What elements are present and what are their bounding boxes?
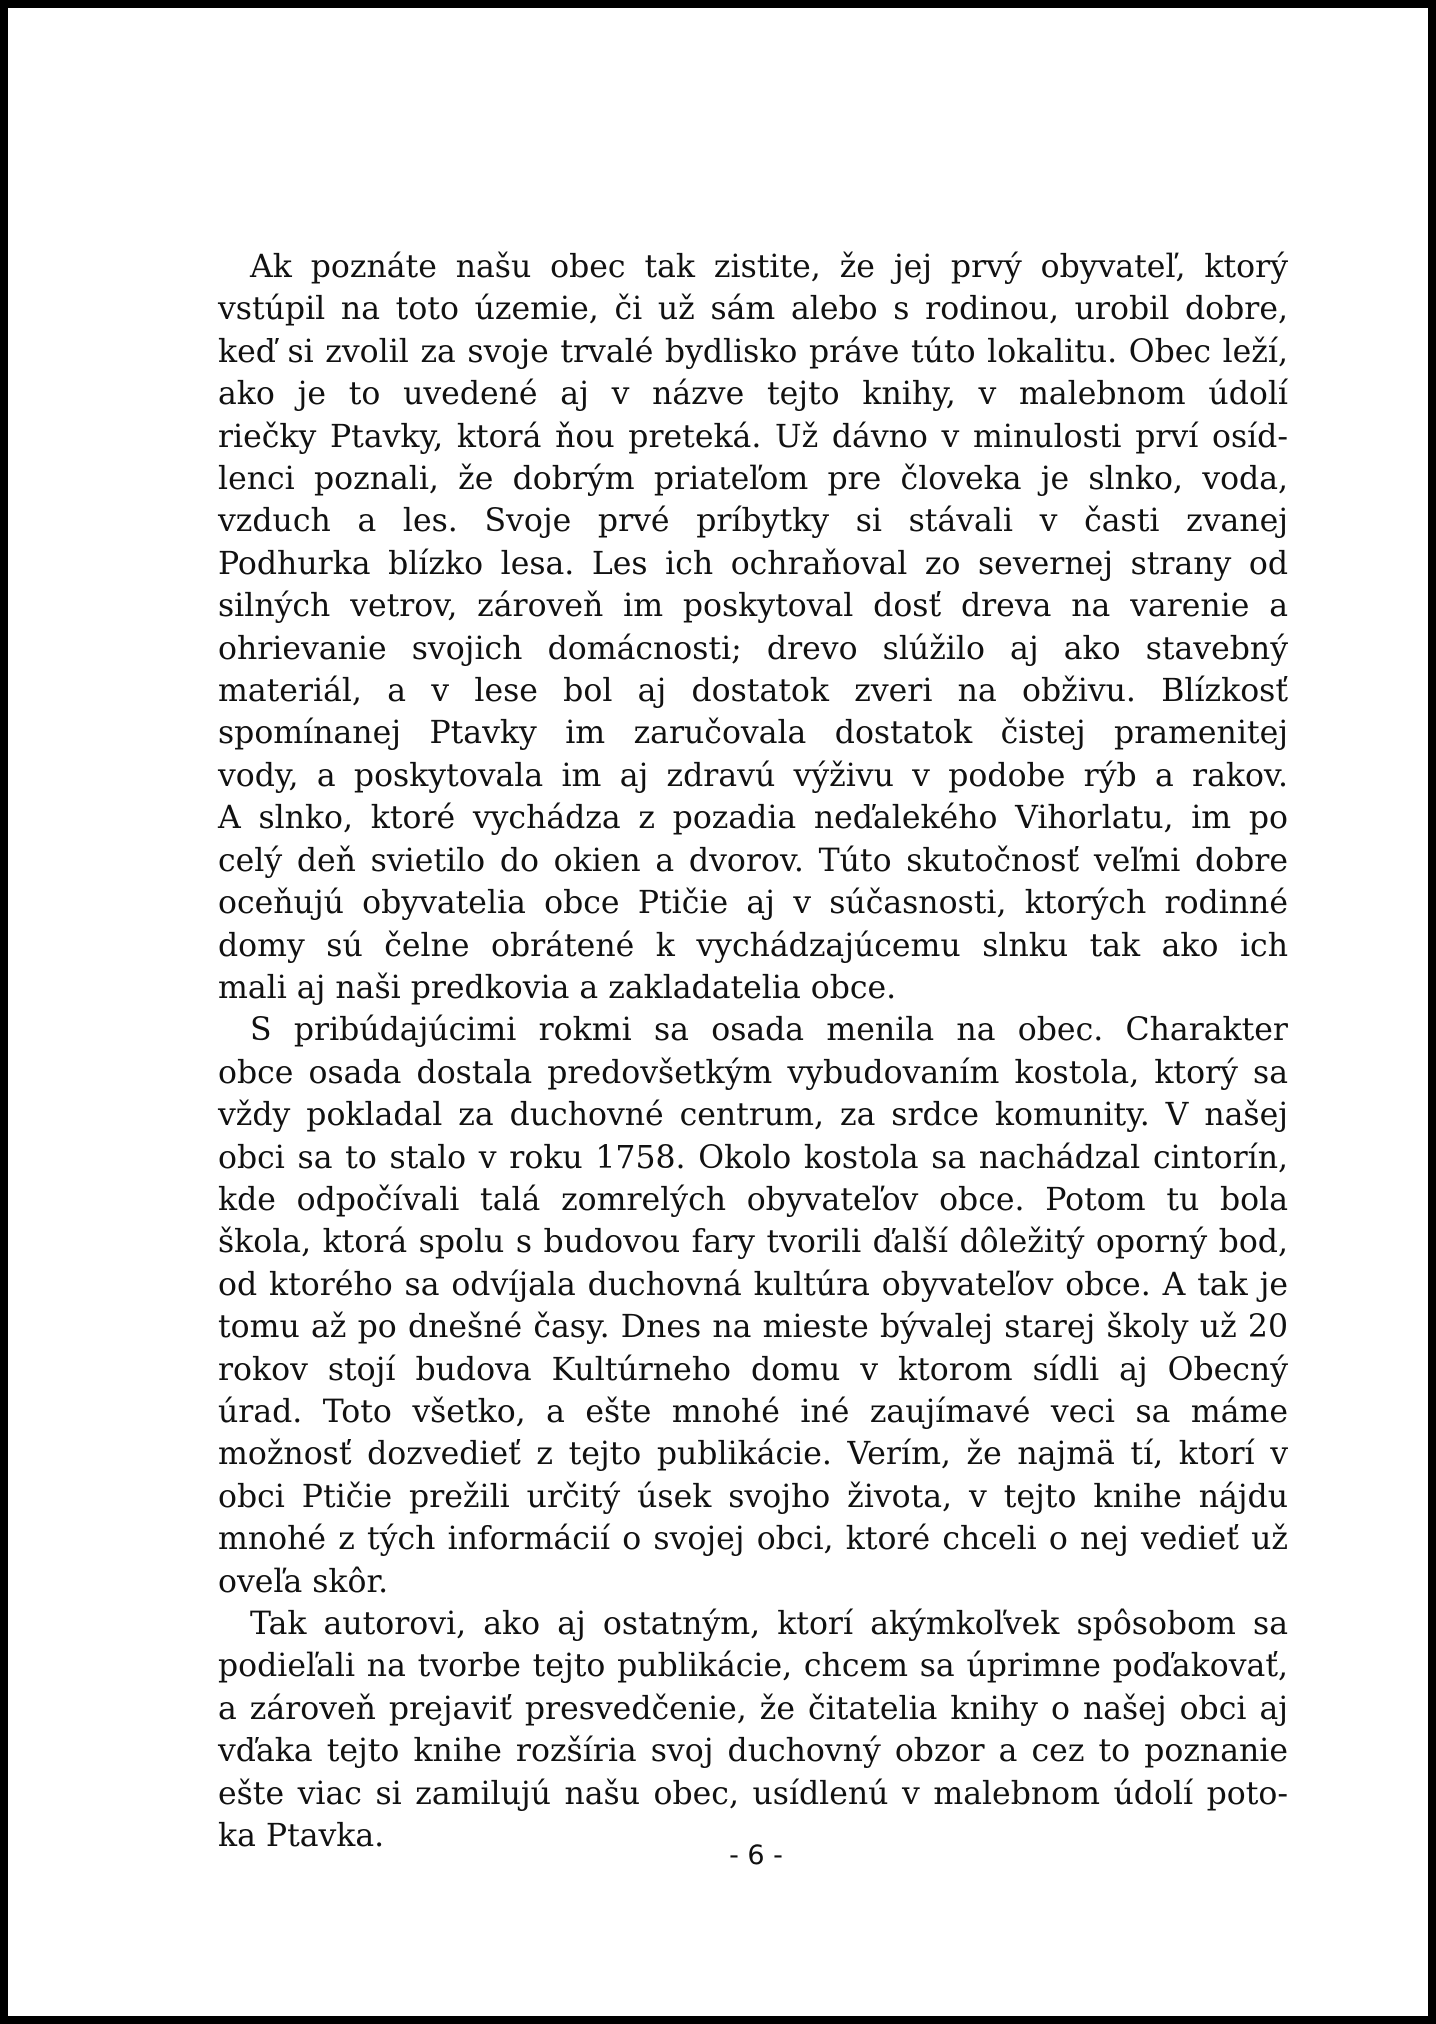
text-line: rokov stojí budova Kultúrneho domu v ktorom sídli aj Obecný	[218, 1351, 1288, 1388]
text-line: Podhurka blízko lesa. Les ich ochraňoval zo severnej strany od	[218, 545, 1288, 582]
text-line: ešte viac si zamilujú našu obec, usídlenú v malebnom údolí poto-	[218, 1775, 1288, 1812]
text-line: kde odpočívali talá zomrelých obyvateľov obce. Potom tu bola	[218, 1181, 1288, 1218]
text-line: mali aj naši predkovia a zakladatelia obce.	[218, 969, 897, 1006]
text-line: ka Ptavka.	[218, 1818, 385, 1855]
text-line: Tak autorovi, ako aj ostatným, ktorí akýmkoľvek spôsobom sa	[250, 1606, 1288, 1642]
text-line: obci Ptičie prežili určitý úsek svojho života, v tejto knihe nájdu	[218, 1478, 1288, 1515]
text-line: spomínanej Ptavky im zaručovala dostatok čistej pramenitej	[218, 715, 1288, 752]
text-line: obci sa to stalo v roku 1758. Okolo kostola sa nachádzal cintorín,	[218, 1139, 1288, 1176]
text-line: silných vetrov, zároveň im poskytoval dosť dreva na varenie a	[218, 588, 1288, 625]
text-line: domy sú čelne obrátené k vychádzajúcemu slnku tak ako ich	[218, 927, 1288, 964]
text-line: vďaka tejto knihe rozšíria svoj duchovný obzor a cez to poznanie	[218, 1733, 1288, 1770]
page-number: - 6 -	[729, 1840, 783, 1871]
text-line: obce osada dostala predovšetkým vybudovaním kostola, ktorý sa	[218, 1054, 1288, 1091]
text-line: ohrievanie svojich domácnosti; drevo slúžilo aj ako stavebný	[218, 630, 1288, 667]
text-line: možnosť dozvedieť z tejto publikácie. Verím, že najmä tí, ktorí v	[218, 1436, 1288, 1473]
text-line: materiál, a v lese bol aj dostatok zveri na obživu. Blízkosť	[218, 673, 1288, 710]
text-line: vstúpil na toto územie, či už sám alebo s rodinou, urobil dobre,	[218, 291, 1288, 328]
text-line: vzduch a les. Svoje prvé príbytky si stávali v časti zvanej	[218, 503, 1288, 540]
paragraph-1	[218, 246, 1288, 1009]
text-line: podieľali na tvorbe tejto publikácie, chcem sa úprimne poďakovať,	[218, 1648, 1288, 1685]
text-line: celý deň svietilo do okien a dvorov. Túto skutočnosť veľmi dobre	[218, 842, 1288, 879]
body-text	[218, 246, 1288, 1857]
text-line: od ktorého sa odvíjala duchovná kultúra obyvateľov obce. A tak je	[218, 1266, 1288, 1303]
text-line: ako je to uvedené aj v názve tejto knihy, v malebnom údolí	[218, 376, 1288, 413]
text-line: A slnko, ktoré vychádza z pozadia neďalekého Vihorlatu, im po	[218, 800, 1288, 837]
paragraph-3	[218, 1603, 1288, 1857]
text-line: škola, ktorá spolu s budovou fary tvorili ďalší dôležitý oporný bod,	[218, 1224, 1288, 1261]
text-line: oveľa skôr.	[218, 1563, 389, 1600]
text-line: úrad. Toto všetko, a ešte mnohé iné zaujímavé veci sa máme	[218, 1393, 1288, 1430]
text-line: keď si zvolil za svoje trvalé bydlisko práve túto lokalitu. Obec leží,	[218, 333, 1288, 370]
text-line: lenci poznali, že dobrým priateľom pre človeka je slnko, voda,	[218, 461, 1288, 498]
paragraph-2	[218, 1009, 1288, 1603]
text-line: riečky Ptavky, ktorá ňou preteká. Už dávno v minulosti prví osíd-	[218, 418, 1288, 455]
text-line: mnohé z tých informácií o svojej obci, ktoré chceli o nej vedieť už	[218, 1521, 1288, 1558]
text-line: oceňujú obyvatelia obce Ptičie aj v súčasnosti, ktorých rodinné	[218, 885, 1288, 922]
text-line: vždy pokladal za duchovné centrum, za srdce komunity. V našej	[218, 1097, 1288, 1134]
text-line: vody, a poskytovala im aj zdravú výživu v podobe rýb a rakov.	[218, 757, 1288, 794]
text-line: a zároveň prejaviť presvedčenie, že čitatelia knihy o našej obci aj	[218, 1690, 1288, 1727]
text-line: tomu až po dnešné časy. Dnes na mieste bývalej starej školy už 20	[218, 1309, 1288, 1346]
text-line: Ak poznáte našu obec tak zistite, že jej prvý obyvateľ, ktorý	[250, 249, 1288, 285]
text-line: S pribúdajúcimi rokmi sa osada menila na obec. Charakter	[250, 1012, 1288, 1049]
